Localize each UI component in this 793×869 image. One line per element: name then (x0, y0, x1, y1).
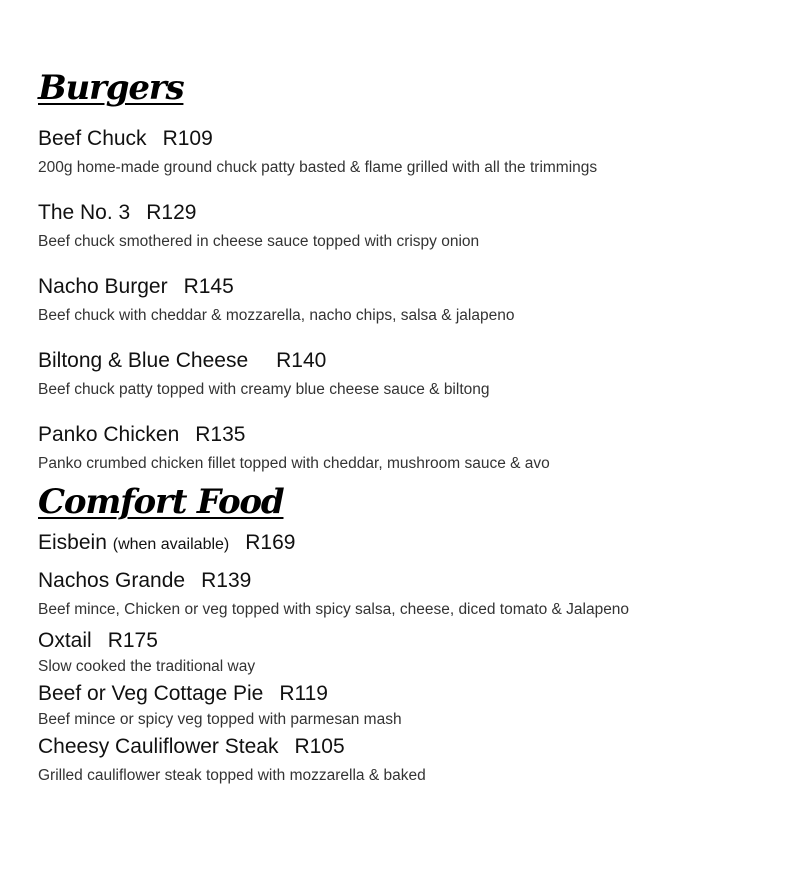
item-name: Nacho Burger (38, 275, 168, 298)
section-burgers (38, 68, 778, 474)
item-price: R109 (162, 127, 213, 150)
item-name: Biltong & Blue Cheese (38, 349, 249, 372)
item-description: Beef chuck patty topped with creamy blue cheese sauce & biltong (38, 381, 490, 398)
menu-item-cottage-pie (38, 681, 778, 730)
menu-page (38, 68, 778, 790)
item-note: (when available) (112, 536, 230, 553)
item-name: The No. 3 (38, 201, 131, 224)
item-name: Panko Chicken (38, 423, 180, 446)
section-title-burgers: Burgers (38, 68, 184, 108)
menu-item-cauliflower-steak (38, 734, 778, 786)
item-description: Panko crumbed chicken fillet topped with cheddar, mushroom sauce & avo (38, 455, 550, 472)
menu-item-biltong-blue-cheese (38, 348, 778, 400)
item-name: Beef or Veg Cottage Pie (38, 682, 264, 705)
menu-item-eisbein (38, 530, 778, 558)
item-description: Grilled cauliflower steak topped with mozzarella & baked (38, 767, 426, 784)
menu-item-panko-chicken (38, 422, 778, 474)
item-price: R119 (279, 682, 328, 705)
menu-item-oxtail (38, 628, 778, 677)
item-name: Eisbein (38, 531, 107, 554)
item-price: R135 (195, 423, 246, 446)
item-description: Beef mince or spicy veg topped with parmesan mash (38, 711, 402, 728)
item-price: R139 (201, 569, 252, 592)
item-description: Beef mince, Chicken or veg topped with spicy salsa, cheese, diced tomato & Jalapeno (38, 601, 630, 618)
item-price: R145 (183, 275, 234, 298)
item-description: Beef chuck with cheddar & mozzarella, nacho chips, salsa & jalapeno (38, 307, 515, 324)
item-name: Oxtail (38, 629, 92, 652)
item-price: R129 (146, 201, 197, 224)
item-description: Beef chuck smothered in cheese sauce topped with crispy onion (38, 233, 480, 250)
menu-item-beef-chuck (38, 126, 778, 178)
section-comfort-food (38, 482, 778, 786)
item-description: 200g home-made ground chuck patty basted & flame grilled with all the trimmings (38, 159, 598, 176)
item-name: Beef Chuck (38, 127, 147, 150)
item-name: Cheesy Cauliflower Steak (38, 735, 279, 758)
menu-item-the-no-3 (38, 200, 778, 252)
item-name: Nachos Grande (38, 569, 186, 592)
section-title-comfort-food: Comfort Food (38, 482, 284, 522)
item-price: R169 (245, 531, 296, 554)
menu-item-nachos-grande (38, 568, 778, 620)
menu-item-nacho-burger (38, 274, 778, 326)
item-description: Slow cooked the traditional way (38, 658, 256, 675)
item-price: R175 (107, 629, 158, 652)
item-price: R105 (294, 735, 345, 758)
item-price: R140 (276, 349, 327, 372)
